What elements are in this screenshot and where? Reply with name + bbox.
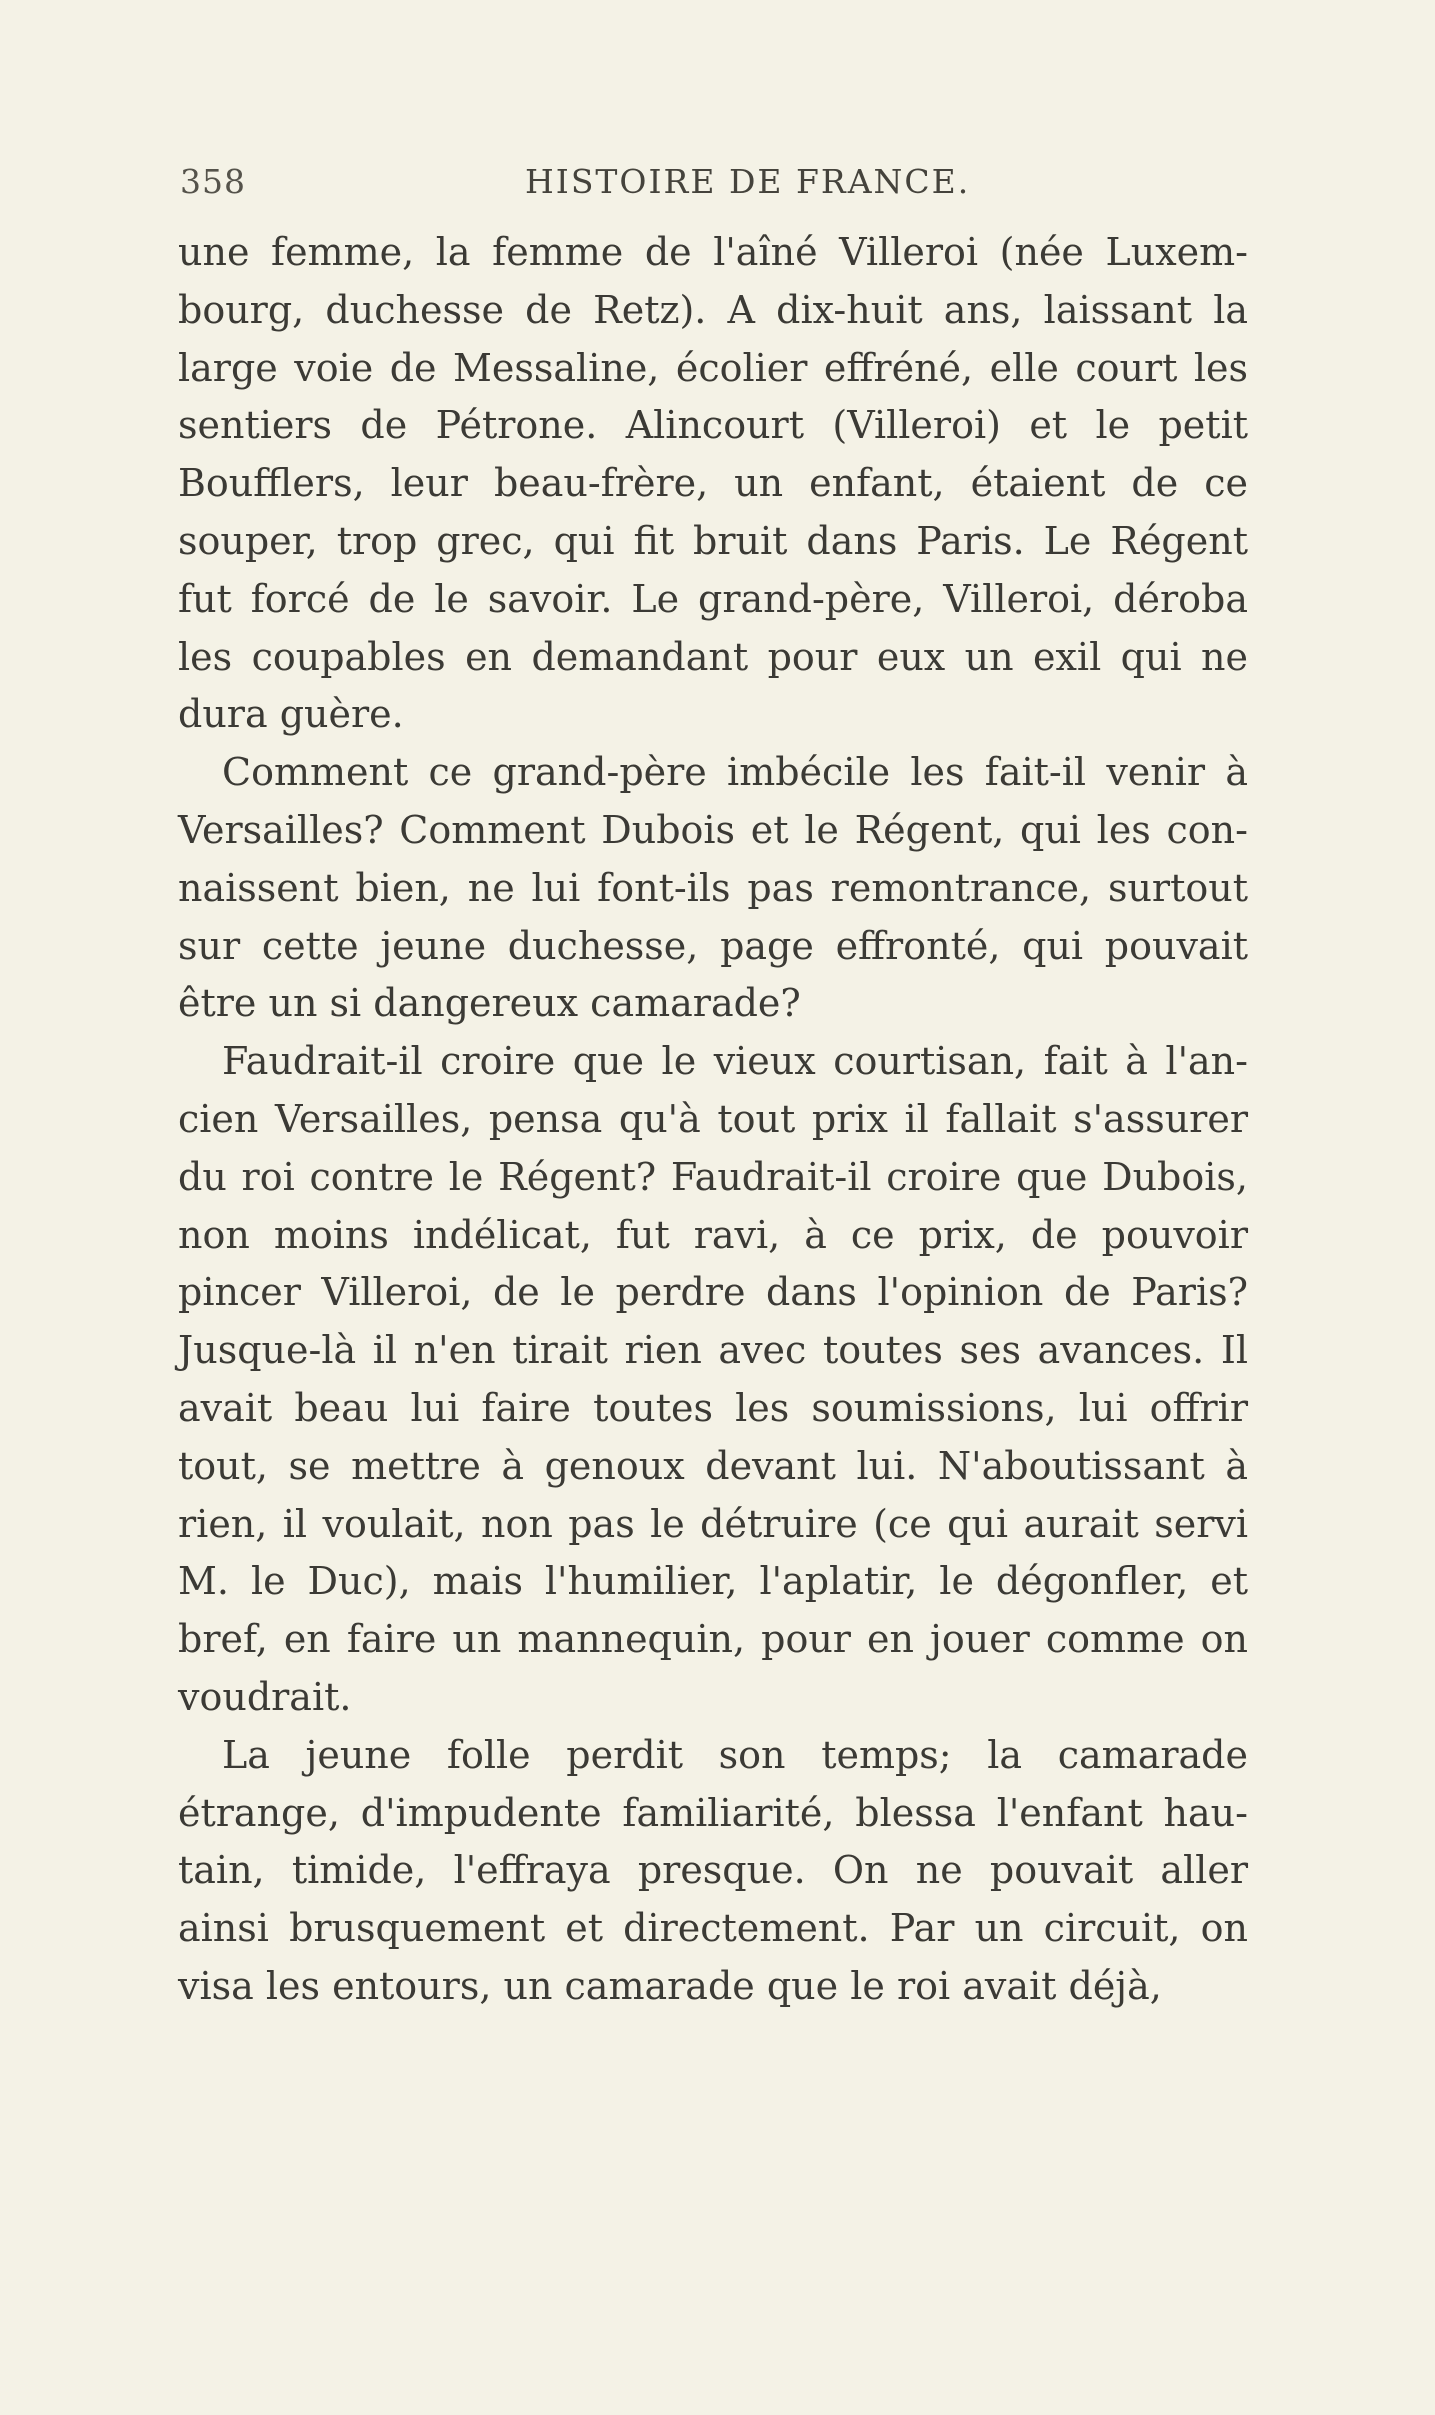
text-line: étrange, d'impudente familiarité, blessa l'enfant hau-	[178, 1790, 1248, 1835]
text-line: une femme, la femme de l'aîné Villeroi (née Luxem-	[178, 230, 1248, 274]
text-line: tout, se mettre à genoux devant lui. N'aboutissant à	[178, 1443, 1248, 1488]
text-line: avait beau lui faire toutes les soumissions, lui offrir	[178, 1385, 1248, 1430]
text-line: naissent bien, ne lui font-ils pas remontrance, surtout	[178, 865, 1248, 910]
text-line: tain, timide, l'effraya presque. On ne pouvait aller	[178, 1848, 1248, 1893]
body-text	[178, 224, 1248, 2016]
text-line: pincer Villeroi, de le perdre dans l'opinion de Paris?	[178, 1270, 1248, 1315]
text-line: ainsi brusquement et directement. Par un circuit, on	[178, 1906, 1248, 1951]
text-line: M. le Duc), mais l'humilier, l'aplatir, le dégonfler, et	[178, 1559, 1248, 1604]
text-line: bref, en faire un mannequin, pour en jouer comme on	[178, 1617, 1248, 1662]
text-line: La jeune folle perdit son temps; la camarade	[222, 1732, 1248, 1777]
text-line: voudrait.	[178, 1674, 352, 1719]
text-line: Versailles? Comment Dubois et le Régent, qui les con-	[178, 807, 1248, 852]
text-line: bourg, duchesse de Retz). A dix-huit ans, laissant la	[178, 287, 1248, 332]
page-header	[180, 162, 1250, 222]
text-line: dura guère.	[178, 692, 404, 737]
text-line: du roi contre le Régent? Faudrait-il croire que Dubois,	[178, 1154, 1248, 1199]
text-line: non moins indélicat, fut ravi, à ce prix, de pouvoir	[178, 1212, 1248, 1257]
text-line: fut forcé de le savoir. Le grand-père, Villeroi, déroba	[178, 576, 1248, 621]
text-line: souper, trop grec, qui fit bruit dans Paris. Le Régent	[178, 518, 1248, 563]
text-line: rien, il voulait, non pas le détruire (ce qui aurait servi	[178, 1501, 1248, 1546]
page-number: 358	[180, 162, 246, 201]
text-line: Comment ce grand-père imbécile les fait-il venir à	[222, 750, 1248, 795]
text-line: sentiers de Pétrone. Alincourt (Villeroi) et le petit	[178, 403, 1248, 448]
text-line: les coupables en demandant pour eux un exil qui ne	[178, 634, 1248, 679]
running-title: HISTOIRE DE FRANCE.	[525, 162, 971, 201]
text-line: Jusque-là il n'en tirait rien avec toutes ses avances. Il	[178, 1328, 1248, 1373]
text-line: cien Versailles, pensa qu'à tout prix il fallait s'assurer	[178, 1096, 1248, 1141]
text-line: Boufflers, leur beau-frère, un enfant, étaient de ce	[178, 461, 1248, 506]
text-line: visa les entours, un camarade que le roi avait déjà,	[178, 1963, 1162, 2008]
text-line: sur cette jeune duchesse, page effronté, qui pouvait	[178, 923, 1248, 968]
text-line: Faudrait-il croire que le vieux courtisan, fait à l'an-	[222, 1039, 1248, 1084]
text-line: être un si dangereux camarade?	[178, 981, 801, 1026]
text-line: large voie de Messaline, écolier effréné, elle court les	[178, 345, 1248, 390]
